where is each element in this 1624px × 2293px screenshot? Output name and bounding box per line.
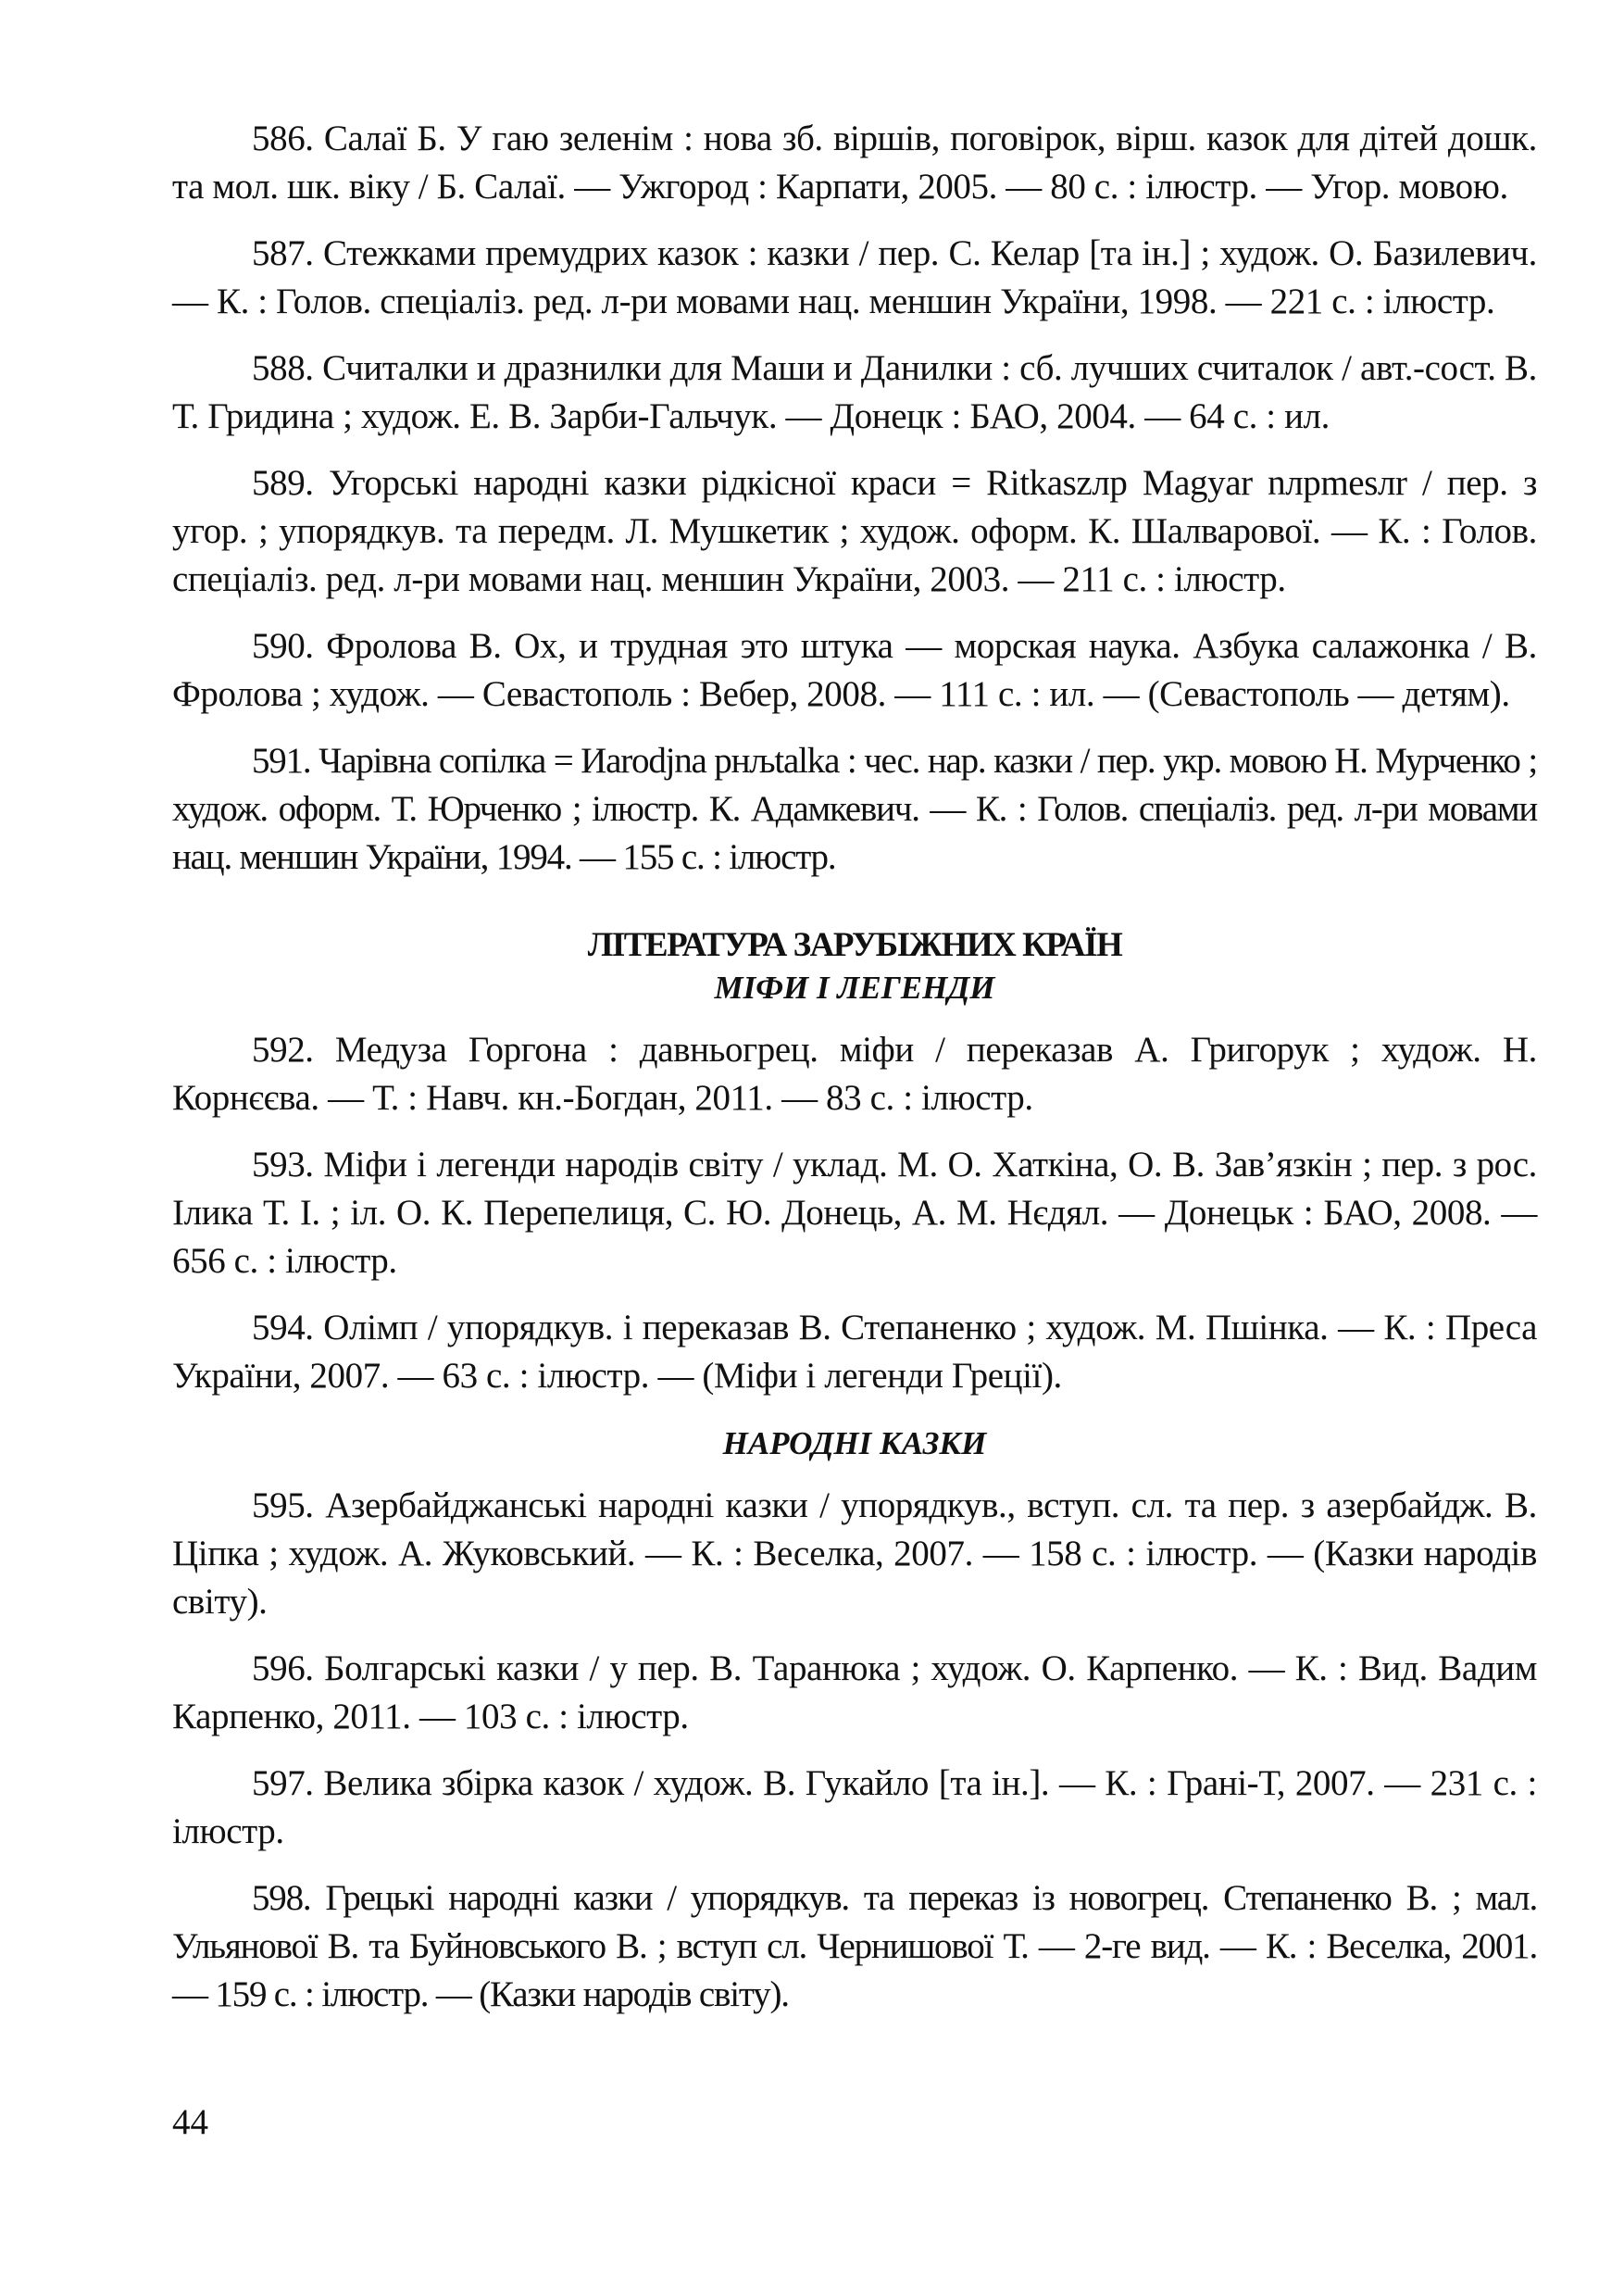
bibliography-entry-587: 587. Стежками премудрих казок : казки / пер. С. Келар [та ін.] ; худож. О. Базилевич. — К. : Голов. спеціаліз. ред. л-ри мовами нац. меншин України, 1998. — 221 с. : ілюстр.	[172, 233, 1537, 321]
bibliography-entry-591: 591. Чарівна сопілка = Иarodjna рнљtalka : чес. нар. казки / пер. укр. мовою Н. Мурченко ; худож. оформ. Т. Юрченко ; ілюстр. К. Адамкевич. — К. : Голов. спеціаліз. ред. л-ри мовами нац. меншин України, 1994. — 155 с. : ілюстр.	[172, 741, 1537, 877]
bibliography-entry-593: 593. Міфи і легенди народів світу / уклад. М. О. Хаткіна, О. В. Зав’язкін ; пер. з рос. Ілика Т. І. ; іл. О. К. Перепелиця, С. Ю. Донець, А. М. Нєдял. — Донецьк : БАО, 2008. — 656 с. : ілюстр.	[172, 1145, 1537, 1281]
bibliography-entry-594: 594. Олімп / упорядкув. і переказав В. Степаненко ; худож. М. Пшінка. — К. : Преса України, 2007. — 63 с. : ілюстр. — (Міфи і легенди Греції).	[172, 1308, 1537, 1396]
page-body	[172, 115, 1537, 2037]
bibliography-entry-596: 596. Болгарські казки / у пер. В. Таранюка ; худож. О. Карпенко. — К. : Вид. Вадим Карпенко, 2011. — 103 с. : ілюстр.	[172, 1648, 1537, 1736]
bibliography-entry-588: 588. Считалки и дразнилки для Маши и Данилки : сб. лучших считалок / авт.-сост. В. Т. Гридина ; худож. Е. В. Зарби-Гальчук. — Донецк : БАО, 2004. — 64 с. : ил.	[172, 348, 1537, 436]
bibliography-entry-590: 590. Фролова В. Ох, и трудная это штука — морская наука. Азбука салажонка / В. Фролова ; худож. — Севастополь : Вебер, 2008. — 111 с. : ил. — (Севастополь — детям).	[172, 626, 1537, 714]
page-number: 44	[172, 2102, 208, 2142]
subsection-heading-myths: МІФИ І ЛЕГЕНДИ	[714, 970, 995, 1006]
bibliography-entry-598: 598. Грецькі народні казки / упорядкув. та переказ із новогрец. Степаненко В. ; мал. Ульянової В. та Буйновського В. ; вступ сл. Чернишової Т. — 2-ге вид. — К. : Веселка, 2001. — 159 с. : ілюстр. — (Казки народів світу).	[172, 1878, 1537, 2014]
bibliography-entry-589: 589. Угорські народні казки рідкісної краси = Ritkaszлр Magyar nлрmesлr / пер. з угор. ; упорядкув. та передм. Л. Мушкетик ; худож. оформ. К. Шалварової. — К. : Голов. спеціаліз. ред. л-ри мовами нац. меншин України, 2003. — 211 с. : ілюстр.	[172, 463, 1537, 599]
bibliography-entry-592: 592. Медуза Горгона : давньогрец. міфи / переказав А. Григорук ; худож. Н. Корнєєва. — Т. : Навч. кн.-Богдан, 2011. — 83 с. : ілюстр.	[172, 1030, 1537, 1118]
bibliography-entry-595: 595. Азербайджанські народні казки / упорядкув., вступ. сл. та пер. з азербайдж. В. Ціпка ; худож. А. Жуковський. — К. : Веселка, 2007. — 158 с. : ілюстр. — (Казки народів світу).	[172, 1485, 1537, 1622]
subsection-heading-tales: НАРОДНІ КАЗКИ	[722, 1425, 987, 1461]
bibliography-entry-597: 597. Велика збірка казок / худож. В. Гукайло [та ін.]. — К. : Грані-Т, 2007. — 231 с. : ілюстр.	[172, 1763, 1537, 1851]
section-heading: ЛІТЕРАТУРА ЗАРУБІЖНИХ КРАЇН	[587, 926, 1122, 964]
bibliography-entry-586: 586. Салаї Б. У гаю зеленім : нова зб. віршів, поговірок, вірш. казок для дітей дошк. та мол. шк. віку / Б. Салаї. — Ужгород : Карпати, 2005. — 80 с. : ілюстр. — Угор. мовою.	[172, 119, 1537, 207]
